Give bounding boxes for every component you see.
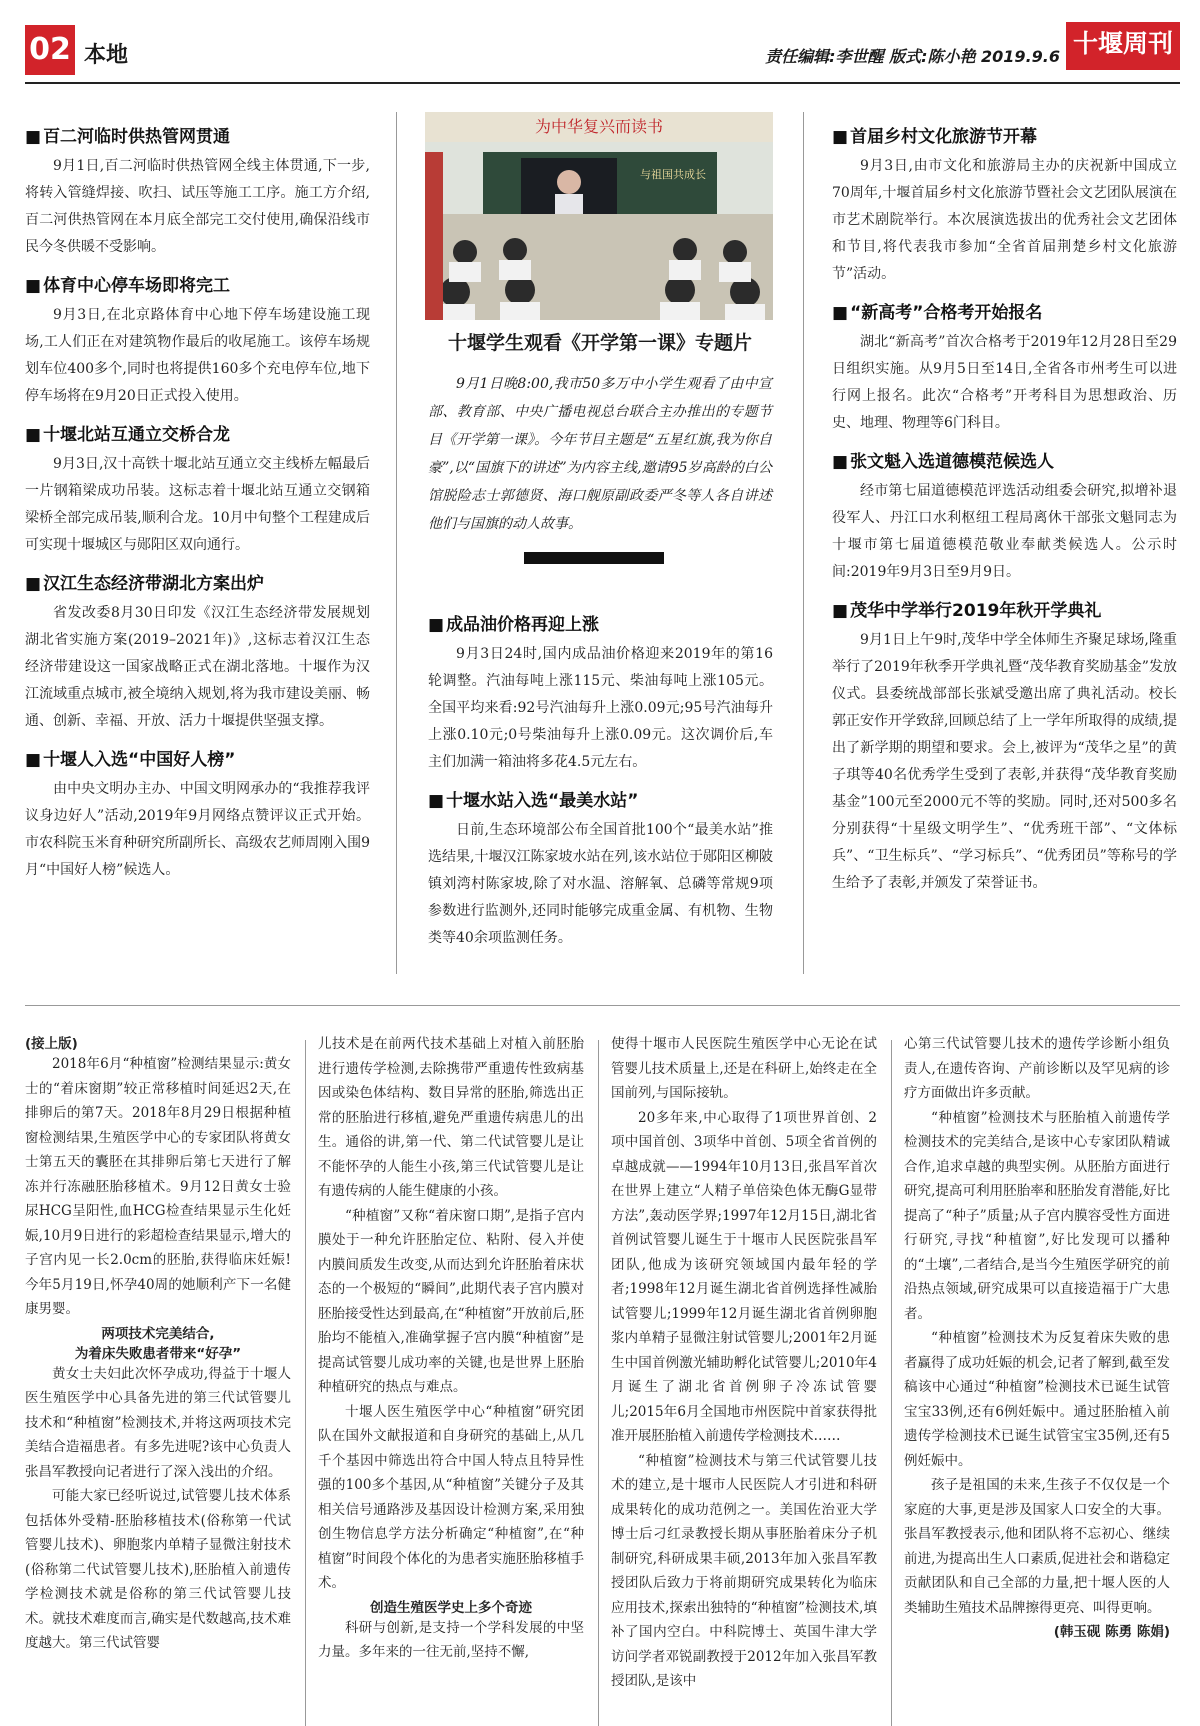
news-body: 9月1日,百二河临时供热管网全线主体贯通,下一步,将转入管缝焊接、吹扫、试压等施工工序。施工方介绍,百二河供热管网在本月底全部完工交付使用,确保沿线市民今冬供暖不受影响。: [25, 158, 370, 255]
news-body: 经市第七届道德模范评选活动组委会研究,拟增补退役军人、丹江口水利枢纽工程局离休干部张文魁同志为十堰市第七届道德模范敬业奉献类候选人。公示时间:2019年9月3日至9月9日。: [832, 483, 1177, 580]
news-column-left: [25, 112, 370, 888]
article-subheading: 为着床失败患者带来“好孕”: [74, 1345, 242, 1362]
article-paragraph: 儿技术是在前两代技术基础上对植入前胚胎进行遗传学检测,去除携带严重遗传性致病基因或染色体结构、数目异常的胚胎,筛选出正常的胚胎进行移植,避免严重遗传病患儿的出生。通俗的讲,第一代、第二代试管婴儿是让不能怀孕的人能生小孩,第三代试管婴儿是让有遗传病的人能生健康的小孩。: [318, 1036, 584, 1199]
article-paragraph: 可能大家已经听说过,试管婴儿技术体系包括体外受精-胚胎移植技术(俗称第一代试管婴儿技术)、卵胞浆内单精子显微注射技术(俗称第二代试管婴儿技术),胚胎植入前遗传学检测技术就是俗称的第三代试管婴儿技术。就技术难度而言,确实是代数越高,技术难度越大。第三代试管婴: [25, 1488, 291, 1651]
decorative-bar: [524, 552, 664, 564]
news-headline: ■ 百二河临时供热管网贯通: [25, 122, 370, 147]
news-body: 9月3日,汉十高铁十堰北站互通立交主线桥左幅最后一片钢箱梁成功吊装。这标志着十堰北站互通立交钢箱梁桥全部完成吊装,顺利合龙。10月中旬整个工程建成后可实现十堰城区与郧阳区双向通行。: [25, 456, 370, 553]
news-body: 湖北“新高考”首次合格考于2019年12月28日至29日组织实施。从9月5日至14日,全省各市州考生可以进行网上报名。此次“合格考”开考科目为思想政治、历史、地理、物理等6门科目。: [832, 334, 1177, 431]
column-divider: [305, 1040, 306, 1726]
feature-headline: 十堰学生观看《开学第一课》专题片: [447, 332, 752, 354]
news-headline: ■ “新高考”合格考开始报名: [832, 298, 1177, 323]
article-paragraph: 使得十堰市人民医院生殖医学中心无论在试管婴儿技术质量上,还是在科研上,始终走在全国前列,与国际接轨。: [611, 1036, 877, 1101]
page-number: 02: [25, 25, 75, 75]
feature-body: 9月1日晚8:00,我市50多万中小学生观看了由中宣部、教育部、中央广播电视总台联合主办推出的专题节目《开学第一课》。今年节目主题是“五星红旗,我为你自豪”,以“国旗下的讲述”为内容主线,邀请95岁高龄的白公馆脱险志士郭德贤、海口舰原副政委严冬等人各自讲述他们与国旗的动人故事。: [428, 376, 772, 532]
classroom-photo: [425, 112, 773, 320]
column-divider: [803, 112, 804, 974]
article-column-3: [611, 1032, 877, 1694]
news-column-middle: [428, 600, 773, 956]
news-headline: ■ 茂华中学举行2019年秋开学典礼: [832, 596, 1177, 621]
article-paragraph: 十堰人医生殖医学中心“种植窗”研究团队在国外文献报道和自身研究的基础上,从几千个基因中筛选出符合中国人特点且特异性强的100多个基因,从“种植窗”关键分子及其相关信号通路涉及基因设计检测方案,采用独创生物信息学方法分析确定“种植窗”,在“种植窗”时间段个体化的为患者实施胚胎移植手术。: [318, 1403, 584, 1591]
article-column-1: [25, 1032, 291, 1656]
article-column-2: [318, 1032, 584, 1665]
news-headline: ■ 张文魁入选道德模范候选人: [832, 447, 1177, 472]
article-paragraph: “种植窗”检测技术与胚胎植入前遗传学检测技术的完美结合,是该中心专家团队精诚合作,追求卓越的典型实例。从胚胎方面进行研究,提高可利用胚胎率和胚胎发育潜能,好比提高了“种子”质量;从子宫内膜容受性方面进行研究,寻找“种植窗”,好比发现可以播种的“土壤”,二者结合,是当今生殖医学研究的前沿热点领域,研究成果可以直接造福于广大患者。: [904, 1109, 1170, 1322]
section-title: 本地: [84, 43, 129, 68]
news-body: 9月3日,在北京路体育中心地下停车场建设施工现场,工人们正在对建筑物作最后的收尾施工。该停车场规划车位400多个,同时也将提供160多个充电停车位,地下停车场将在9月20日正式投入使用。: [25, 307, 370, 404]
header-rule: [25, 82, 1180, 84]
article-paragraph: “种植窗”又称“着床窗口期”,是指子宫内膜处于一种允许胚胎定位、粘附、侵入并使内膜间质发生改变,从而达到允许胚胎着床状态的一个极短的“瞬间”,此期代表子宫内膜对胚胎接受性达到最高,在“种植窗”开放前后,胚胎均不能植入,准确掌握子宫内膜“种植窗”是提高试管婴儿成功率的关键,也是世界上胚胎种植研究的热点与难点。: [318, 1207, 584, 1395]
masthead-underline: [1066, 66, 1180, 70]
news-body: 由中央文明办主办、中国文明网承办的“我推荐我评议身边好人”活动,2019年9月网络点赞评议正式开始。市农科院玉米育种研究所副所长、高级农艺师周刚入围9月“中国好人榜”候选人。: [25, 781, 370, 878]
column-divider: [396, 112, 397, 974]
article-paragraph: 孩子是祖国的未来,生孩子不仅仅是一个家庭的大事,更是涉及国家人口安全的大事。张昌军教授表示,他和团队将不忘初心、继续前进,为提高出生人口素质,促进社会和谐稳定贡献团队和自己全部的力量,把十堰人医的人类辅助生殖技术品牌擦得更亮、叫得更响。: [904, 1477, 1170, 1616]
news-headline: ■ 十堰人入选“中国好人榜”: [25, 745, 370, 770]
news-body: 9月3日24时,国内成品油价格迎来2019年的第16轮调整。汽油每吨上涨115元、柴油每吨上涨105元。全国平均来看:92号汽油每升上涨0.09元;95号汽油每升上涨0.10元;0号柴油每升上涨0.09元。这次调价后,车主们加满一箱油将多花4.5元左右。: [428, 646, 773, 770]
news-headline: ■ 首届乡村文化旅游节开幕: [832, 122, 1177, 147]
article-subheading: 两项技术完美结合,: [101, 1325, 215, 1342]
article-paragraph: 黄女士夫妇此次怀孕成功,得益于十堰人医生殖医学中心具备先进的第三代试管婴儿技术和“种植窗”检测技术,并将这两项技术完美结合造福患者。有多先进呢?该中心负责人张昌军教授向记者进行了深入浅出的介绍。: [25, 1365, 291, 1480]
news-column-right: [832, 112, 1177, 901]
article-paragraph: 心第三代试管婴儿技术的遗传学诊断小组负责人,在遗传咨询、产前诊断以及罕见病的诊疗方面做出许多贡献。: [904, 1036, 1170, 1101]
article-column-4: [904, 1032, 1170, 1640]
news-headline: ■ 十堰水站入选“最美水站”: [428, 786, 773, 811]
banner-text: 为中华复兴而读书: [534, 117, 664, 136]
news-body: 省发改委8月30日印发《汉江生态经济带发展规划湖北省实施方案(2019–2021年)》,这标志着汉江生态经济带建设这一国家战略正式在湖北落地。十堰作为汉江流域重点城市,被全境纳入规划,将为我市建设美丽、畅通、创新、幸福、开放、活力十堰提供坚强支撑。: [25, 605, 370, 729]
article-paragraph: 2018年6月“种植窗”检测结果显示:黄女士的“着床窗期”较正常移植时间延迟2天,在排卵后的第7天。2018年8月29日根据种植窗检测结果,生殖医学中心的专家团队将黄女士第五天的囊胚在其排卵后第七天进行了解冻并行冻融胚胎移植术。9月12日黄女士验尿HCG呈阳性,血HCG检查结果显示生化妊娠,10月9日进行的彩超检查结果显示,增大的子宫内见一长2.0cm的胚胎,获得临床妊娠!今年5月19日,怀孕40周的她顺利产下一名健康男婴。: [25, 1056, 291, 1317]
classroom-illustration: [425, 112, 773, 320]
masthead-logo: 十堰周刊: [1066, 22, 1180, 66]
column-divider: [891, 1040, 892, 1726]
article-paragraph: 20多年来,中心取得了1项世界首创、2项中国首创、3项华中首创、5项全省首例的卓越成就——1994年10月13日,张昌军首次在世界上建立“人精子单倍染色体无酶G显带方法”,轰动医学界;1997年12月15日,湖北省首例试管婴儿诞生于十堰市人民医院张昌军团队,他成为该研究领域国内最年轻的学者;1998年12月诞生湖北省首例选择性减胎试管婴儿;1999年12月诞生湖北省首例卵胞浆内单精子显微注射试管婴儿;2001年2月诞生中国首例激光辅助孵化试管婴儿;2010年4月诞生了湖北省首例卵子冷冻试管婴儿;2015年6月全国地市州医院中首家获得批准开展胚胎植入前遗传学检测技术……: [611, 1109, 877, 1444]
article-byline: (韩玉砚 陈勇 陈娟): [1053, 1624, 1170, 1640]
column-divider: [598, 1040, 599, 1726]
news-headline: ■ 汉江生态经济带湖北方案出炉: [25, 569, 370, 594]
article-paragraph: “种植窗”检测技术与第三代试管婴儿技术的建立,是十堰市人民医院人才引进和科研成果转化的成功范例之一。美国佐治亚大学博士后刁红录教授长期从事胚胎着床分子机制研究,科研成果丰硕,2013年加入张昌军教授团队后致力于将前期研究成果转化为临床应用技术,探索出独特的“种植窗”检测技术,填补了国内空白。中科院博士、英国牛津大学访问学者邓锐副教授于2012年加入张昌军教授团队,是该中: [611, 1452, 877, 1689]
news-headline: ■ 十堰北站互通立交桥合龙: [25, 420, 370, 445]
section-rule: [25, 1005, 1180, 1006]
board-text: 与祖国共成长: [640, 168, 706, 181]
page-header: [0, 0, 1200, 110]
news-body: 9月1日上午9时,茂华中学全体师生齐聚足球场,隆重举行了2019年秋季开学典礼暨“茂华教育奖励基金”发放仪式。县委统战部部长张斌受邀出席了典礼活动。校长郭正安作开学致辞,回顾总结了上一学年所取得的成绩,提出了新学期的期望和要求。会上,被评为“茂华之星”的黄子琪等40名优秀学生受到了表彰,并获得“茂华教育奖励基金”100元至2000元不等的奖励。同时,还对500多名分别获得“十星级文明学生”、“优秀班干部”、“文体标兵”、“卫生标兵”、“学习标兵”、“优秀团员”等称号的学生给予了表彰,并颁发了荣誉证书。: [832, 632, 1177, 891]
continued-label: (接上版): [25, 1036, 78, 1052]
article-subheading: 创造生殖医学史上多个奇迹: [370, 1599, 532, 1616]
news-headline: ■ 体育中心停车场即将完工: [25, 271, 370, 296]
article-paragraph: 科研与创新,是支持一个学科发展的中坚力量。多年来的一往无前,坚持不懈,: [318, 1619, 584, 1660]
news-body: 9月3日,由市文化和旅游局主办的庆祝新中国成立70周年,十堰首届乡村文化旅游节暨社会文艺团队展演在市艺术剧院举行。本次展演选拔出的优秀社会文艺团体和节目,将代表我市参加“全省首届荆楚乡村文化旅游节”活动。: [832, 158, 1177, 282]
article-paragraph: “种植窗”检测技术为反复着床失败的患者赢得了成功妊娠的机会,记者了解到,截至发稿该中心通过“种植窗”检测技术已诞生试管宝宝33例,还有6例妊娠中。通过胚胎植入前遗传学检测技术已诞生试管宝宝35例,还有5例妊娠中。: [904, 1330, 1170, 1469]
editors-line: 责任编辑:李世醒 版式:陈小艳 2019.9.6: [765, 47, 1060, 66]
news-body: 日前,生态环境部公布全国首批100个“最美水站”推选结果,十堰汉江陈家坡水站在列,该水站位于郧阳区柳陂镇刘湾村陈家坡,除了对水温、溶解氧、总磷等常规9项参数进行监测外,还同时能够完成重金属、有机物、生物类等40余项监测任务。: [428, 822, 773, 946]
news-headline: ■ 成品油价格再迎上涨: [428, 610, 773, 635]
